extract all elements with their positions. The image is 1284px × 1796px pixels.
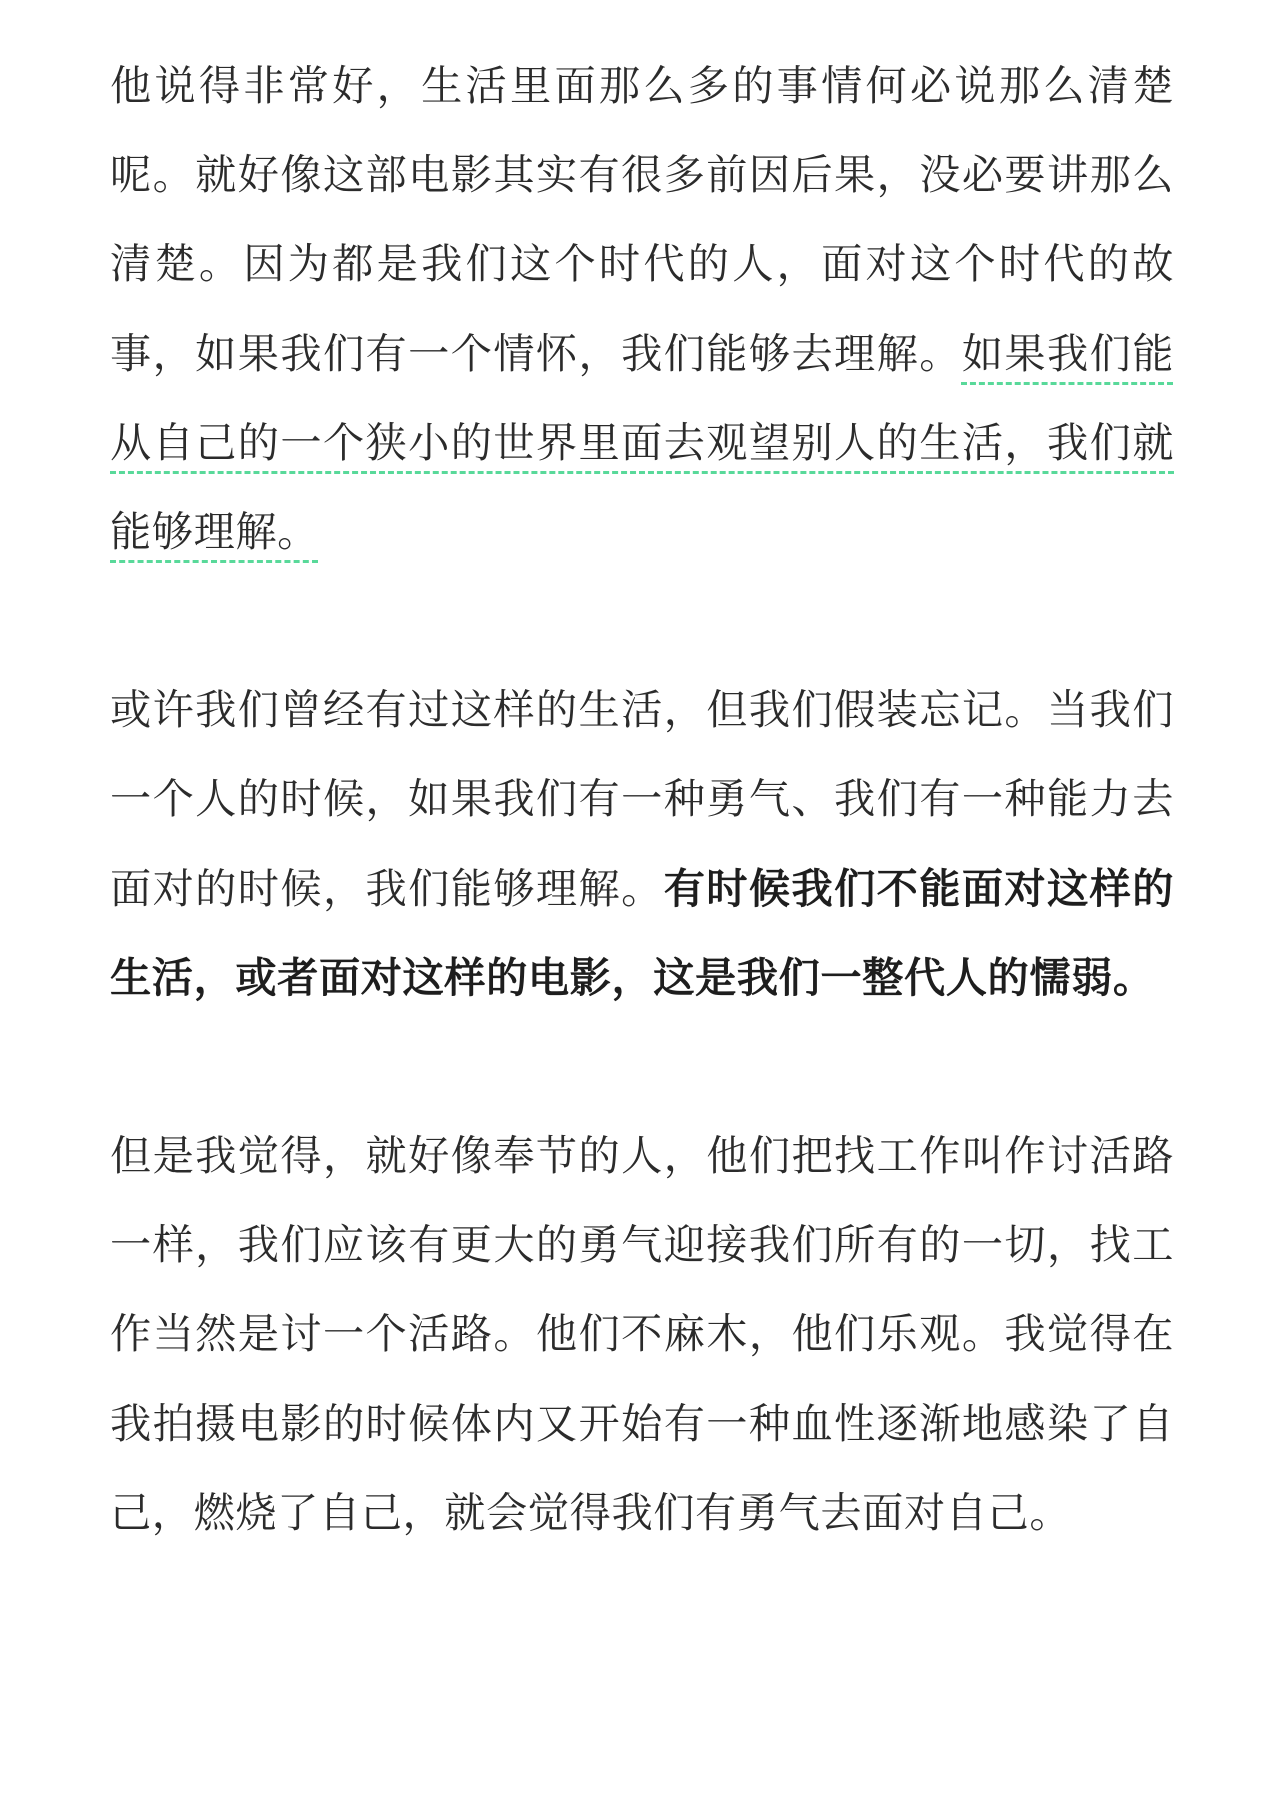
paragraph-2 — [110, 666, 1174, 1023]
paragraph-1 — [110, 42, 1174, 577]
paragraph-1-text: 他说得非常好，生活里面那么多的事情何必说那么清楚呢。就好像这部电影其实有很多前因后果，没必要讲那么清楚。因为都是我们这个时代的人，面对这个时代的故事，如果我们有一个情怀，我们能够去理解。 — [110, 62, 1174, 378]
bold-sentence: 有时候我们不能面对这样的生活，或者面对这样的电影，这是我们一整代人的懦弱。 — [110, 864, 1174, 1002]
paragraph-3 — [110, 1112, 1174, 1558]
highlighted-sentence: 如果我们能从自己的一个狭小的世界里面去观望别人的生活，我们就能够理解。 — [110, 329, 1174, 557]
paragraph-2-text: 或许我们曾经有过这样的生活，但我们假装忘记。当我们一个人的时候，如果我们有一种勇气、我们有一种能力去面对的时候，我们能够理解。 — [110, 686, 1174, 913]
paragraph-3-text: 但是我觉得，就好像奉节的人，他们把找工作叫作讨活路一样，我们应该有更大的勇气迎接我们所有的一切，找工作当然是讨一个活路。他们不麻木，他们乐观。我觉得在我拍摄电影的时候体内又开始有一种血性逐渐地感染了自己，燃烧了自己，就会觉得我们有勇气去面对自己。 — [110, 1132, 1174, 1537]
article-body — [110, 42, 1174, 1558]
